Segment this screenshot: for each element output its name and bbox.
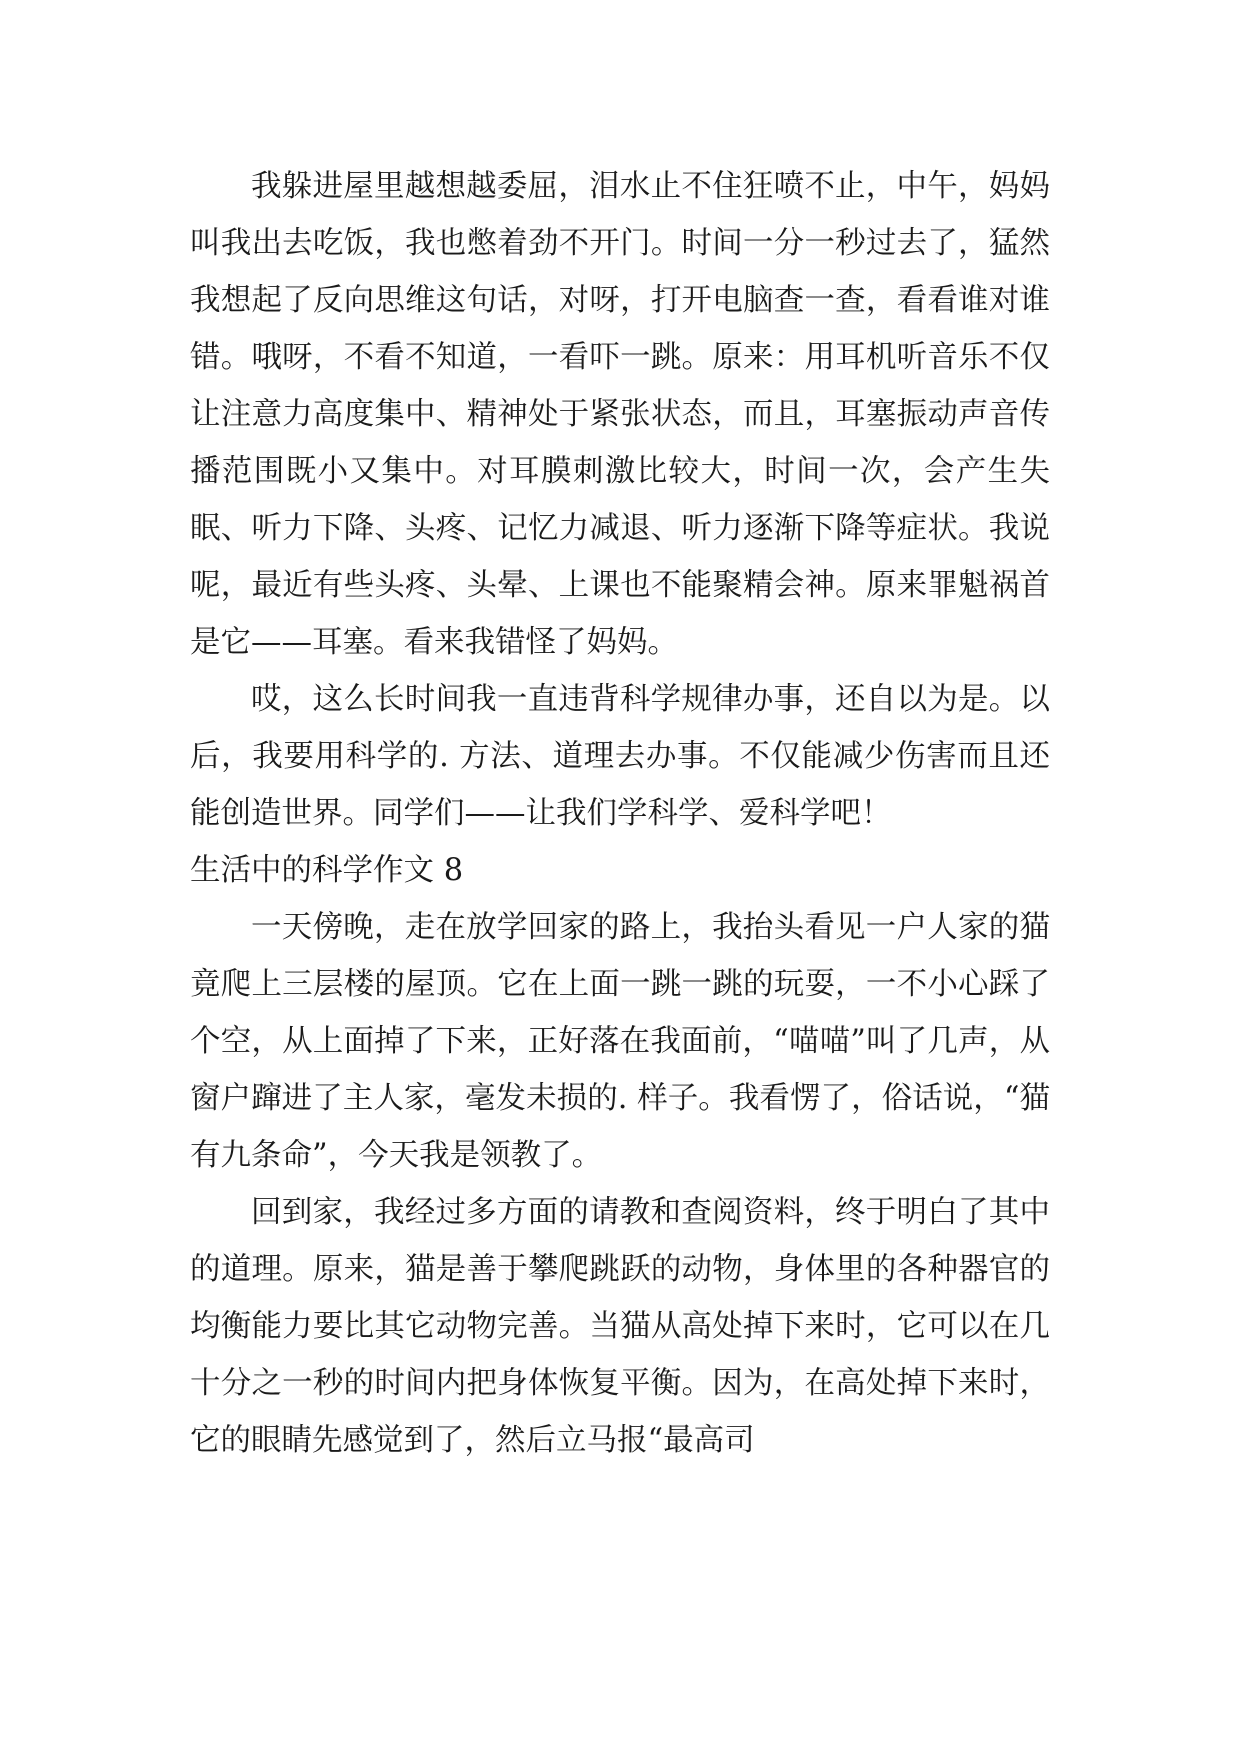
paragraph-conclusion: 哎，这么长时间我一直违背科学规律办事，还自以为是。以后，我要用科学的. 方法、道理去办事。不仅能减少伤害而且还能创造世界。同学们——让我们学科学、爱科学吧！ <box>190 682 1050 831</box>
essay-heading: 生活中的科学作文 8 <box>190 853 464 888</box>
paragraph-cat-explanation: 回到家，我经过多方面的请教和查阅资料，终于明白了其中的道理。原来，猫是善于攀爬跳跃的动物，身体里的各种器官的均衡能力要比其它动物完善。当猫从高处掉下来时，它可以在几十分之一秒的时间内把身体恢复平衡。因为，在高处掉下来时，它的眼睛先感觉到了，然后立马报“最高司 <box>190 1195 1050 1458</box>
document-body <box>190 158 1050 1469</box>
paragraph-cat-fall: 一天傍晚，走在放学回家的路上，我抬头看见一户人家的猫竟爬上三层楼的屋顶。它在上面一跳一跳的玩耍，一不小心踩了个空，从上面掉了下来，正好落在我面前，“喵喵”叫了几声，从窗户蹿进了主人家，毫发未损的. 样子。我看愣了，俗话说，“猫有九条命”，今天我是领教了。 <box>190 910 1050 1173</box>
paragraph-earphones: 我躲进屋里越想越委屈，泪水止不住狂喷不止，中午，妈妈叫我出去吃饭，我也憋着劲不开门。时间一分一秒过去了，猛然我想起了反向思维这句话，对呀，打开电脑查一查，看看谁对谁错。哦呀，不看不知道，一看吓一跳。原来：用耳机听音乐不仅让注意力高度集中、精神处于紧张状态，而且，耳塞振动声音传播范围既小又集中。对耳膜刺激比较大，时间一次，会产生失眠、听力下降、头疼、记忆力减退、听力逐渐下降等症状。我说呢，最近有些头疼、头晕、上课也不能聚精会神。原来罪魁祸首是它——耳塞。看来我错怪了妈妈。 <box>190 169 1050 660</box>
